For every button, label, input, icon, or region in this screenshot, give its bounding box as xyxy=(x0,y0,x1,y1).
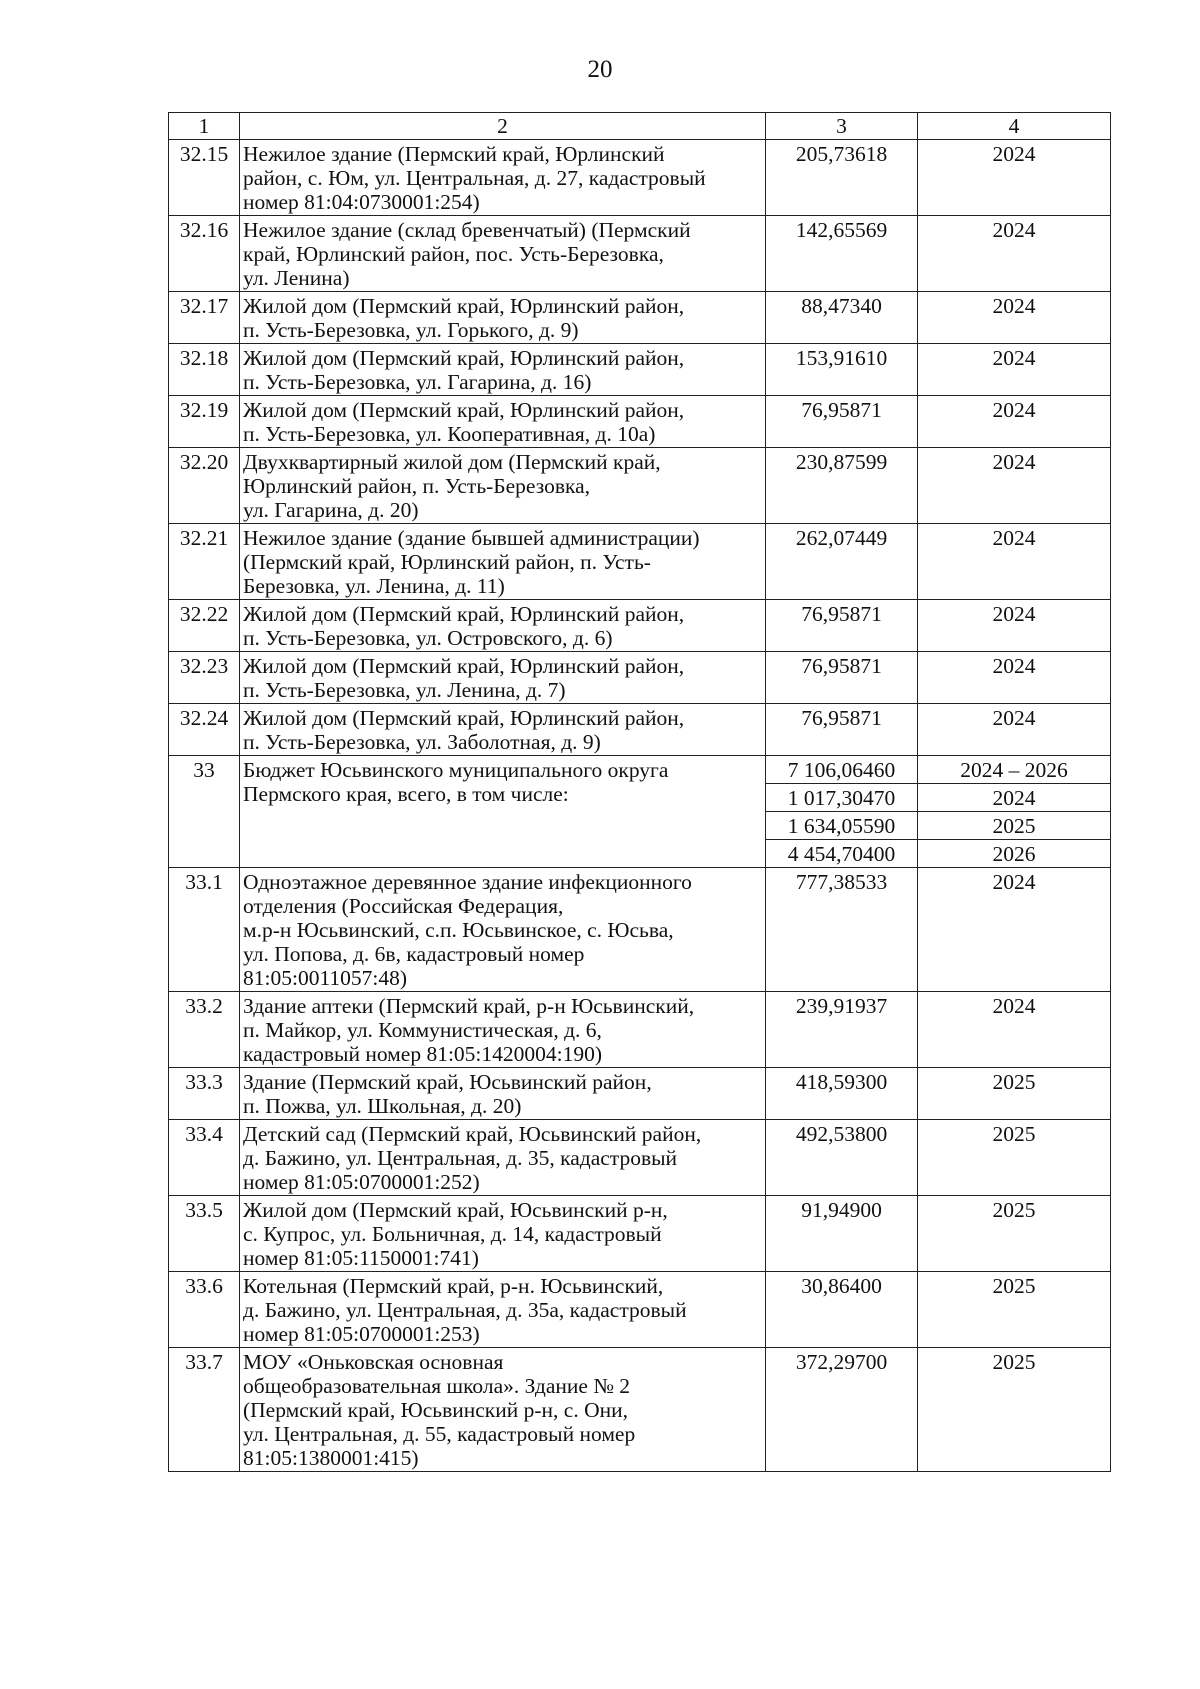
item-number: 32.23 xyxy=(169,652,240,704)
item-amount: 153,91610 xyxy=(766,344,918,396)
item-year: 2024 xyxy=(918,868,1111,992)
item-description: Здание (Пермский край, Юсьвинский район, п. Пожва, ул. Школьная, д. 20) xyxy=(240,1068,766,1120)
item-year: 2024 xyxy=(918,448,1111,524)
table-row xyxy=(169,292,1111,344)
item-amount: 262,07449 xyxy=(766,524,918,600)
header-col-3: 3 xyxy=(766,113,918,140)
item-description: Жилой дом (Пермский край, Юрлинский район, п. Усть-Березовка, ул. Горького, д. 9) xyxy=(240,292,766,344)
budget-amount: 7 106,06460 xyxy=(766,756,918,784)
item-year: 2024 xyxy=(918,140,1111,216)
budget-description: Бюджет Юсьвинского муниципального округа Пермского края, всего, в том числе: xyxy=(240,756,766,868)
table-row xyxy=(169,1068,1111,1120)
budget-year: 2024 – 2026 xyxy=(918,756,1111,784)
document-table xyxy=(168,112,1111,1472)
table-row xyxy=(169,1272,1111,1348)
table-row xyxy=(169,992,1111,1068)
table-row xyxy=(169,704,1111,756)
item-number: 33.5 xyxy=(169,1196,240,1272)
item-amount: 76,95871 xyxy=(766,600,918,652)
item-year: 2024 xyxy=(918,396,1111,448)
item-number: 33.2 xyxy=(169,992,240,1068)
item-year: 2024 xyxy=(918,292,1111,344)
item-number: 32.16 xyxy=(169,216,240,292)
budget-year: 2026 xyxy=(918,840,1111,868)
item-amount: 418,59300 xyxy=(766,1068,918,1120)
budget-amount: 4 454,70400 xyxy=(766,840,918,868)
item-description: Двухквартирный жилой дом (Пермский край, Юрлинский район, п. Усть-Березовка, ул. Гагарина, д. 20) xyxy=(240,448,766,524)
item-number: 32.19 xyxy=(169,396,240,448)
item-amount: 76,95871 xyxy=(766,704,918,756)
budget-amount: 1 017,30470 xyxy=(766,784,918,812)
item-number: 32.18 xyxy=(169,344,240,396)
item-description: Нежилое здание (Пермский край, Юрлинский район, с. Юм, ул. Центральная, д. 27, кадастровый номер 81:04:0730001:254) xyxy=(240,140,766,216)
table-row xyxy=(169,652,1111,704)
item-amount: 88,47340 xyxy=(766,292,918,344)
item-year: 2025 xyxy=(918,1272,1111,1348)
item-number: 32.22 xyxy=(169,600,240,652)
item-year: 2025 xyxy=(918,1196,1111,1272)
budget-year: 2025 xyxy=(918,812,1111,840)
item-amount: 239,91937 xyxy=(766,992,918,1068)
table-row xyxy=(169,1196,1111,1272)
item-amount: 30,86400 xyxy=(766,1272,918,1348)
item-description: МОУ «Оньковская основная общеобразовательная школа». Здание № 2 (Пермский край, Юсьвинский р-н, с. Они, ул. Центральная, д. 55, кадастровый номер 81:05:1380001:415) xyxy=(240,1348,766,1472)
item-description: Жилой дом (Пермский край, Юрлинский район, п. Усть-Березовка, ул. Ленина, д. 7) xyxy=(240,652,766,704)
item-description: Жилой дом (Пермский край, Юрлинский район, п. Усть-Березовка, ул. Кооперативная, д. 10а) xyxy=(240,396,766,448)
item-number: 32.20 xyxy=(169,448,240,524)
item-amount: 76,95871 xyxy=(766,396,918,448)
item-description: Котельная (Пермский край, р-н. Юсьвинский, д. Бажино, ул. Центральная, д. 35а, кадастровый номер 81:05:0700001:253) xyxy=(240,1272,766,1348)
table-row xyxy=(169,600,1111,652)
item-number: 33.4 xyxy=(169,1120,240,1196)
item-year: 2024 xyxy=(918,600,1111,652)
item-description: Жилой дом (Пермский край, Юрлинский район, п. Усть-Березовка, ул. Островского, д. 6) xyxy=(240,600,766,652)
item-amount: 205,73618 xyxy=(766,140,918,216)
table-header-row xyxy=(169,113,1111,140)
item-description: Жилой дом (Пермский край, Юрлинский район, п. Усть-Березовка, ул. Заболотная, д. 9) xyxy=(240,704,766,756)
table-row xyxy=(169,140,1111,216)
item-amount: 91,94900 xyxy=(766,1196,918,1272)
item-year: 2024 xyxy=(918,216,1111,292)
header-col-4: 4 xyxy=(918,113,1111,140)
item-description: Жилой дом (Пермский край, Юрлинский район, п. Усть-Березовка, ул. Гагарина, д. 16) xyxy=(240,344,766,396)
item-number: 33.7 xyxy=(169,1348,240,1472)
item-number: 32.24 xyxy=(169,704,240,756)
page-number: 20 xyxy=(587,56,613,83)
budget-amount: 1 634,05590 xyxy=(766,812,918,840)
item-number: 33.3 xyxy=(169,1068,240,1120)
table-row xyxy=(169,1348,1111,1472)
item-description: Здание аптеки (Пермский край, р-н Юсьвинский, п. Майкор, ул. Коммунистическая, д. 6, кадастровый номер 81:05:1420004:190) xyxy=(240,992,766,1068)
item-number: 32.15 xyxy=(169,140,240,216)
table-row xyxy=(169,396,1111,448)
budget-year: 2024 xyxy=(918,784,1111,812)
budget-row xyxy=(169,756,1111,784)
item-year: 2024 xyxy=(918,704,1111,756)
item-description: Одноэтажное деревянное здание инфекционного отделения (Российская Федерация, м.р-н Юсьвинский, с.п. Юсьвинское, с. Юсьва, ул. Попова, д. 6в, кадастровый номер 81:05:0011057:48) xyxy=(240,868,766,992)
item-number: 32.21 xyxy=(169,524,240,600)
table-row xyxy=(169,344,1111,396)
item-description: Нежилое здание (склад бревенчатый) (Пермский край, Юрлинский район, пос. Усть-Березовка, ул. Ленина) xyxy=(240,216,766,292)
table-row xyxy=(169,448,1111,524)
item-year: 2024 xyxy=(918,652,1111,704)
item-number: 32.17 xyxy=(169,292,240,344)
item-description: Жилой дом (Пермский край, Юсьвинский р-н, с. Купрос, ул. Больничная, д. 14, кадастровый номер 81:05:1150001:741) xyxy=(240,1196,766,1272)
item-number: 33.1 xyxy=(169,868,240,992)
item-year: 2024 xyxy=(918,524,1111,600)
item-amount: 372,29700 xyxy=(766,1348,918,1472)
item-amount: 142,65569 xyxy=(766,216,918,292)
table-row xyxy=(169,1120,1111,1196)
item-number: 33.6 xyxy=(169,1272,240,1348)
table-row xyxy=(169,868,1111,992)
item-amount: 76,95871 xyxy=(766,652,918,704)
item-year: 2025 xyxy=(918,1068,1111,1120)
item-year: 2024 xyxy=(918,344,1111,396)
item-description: Нежилое здание (здание бывшей администрации) (Пермский край, Юрлинский район, п. Усть- Березовка, ул. Ленина, д. 11) xyxy=(240,524,766,600)
item-year: 2025 xyxy=(918,1120,1111,1196)
item-year: 2025 xyxy=(918,1348,1111,1472)
item-amount: 777,38533 xyxy=(766,868,918,992)
header-col-2: 2 xyxy=(240,113,766,140)
header-col-1: 1 xyxy=(169,113,240,140)
item-year: 2024 xyxy=(918,992,1111,1068)
item-description: Детский сад (Пермский край, Юсьвинский район, д. Бажино, ул. Центральная, д. 35, кадастровый номер 81:05:0700001:252) xyxy=(240,1120,766,1196)
item-amount: 492,53800 xyxy=(766,1120,918,1196)
table-row xyxy=(169,524,1111,600)
budget-number: 33 xyxy=(169,756,240,868)
table-row xyxy=(169,216,1111,292)
item-amount: 230,87599 xyxy=(766,448,918,524)
